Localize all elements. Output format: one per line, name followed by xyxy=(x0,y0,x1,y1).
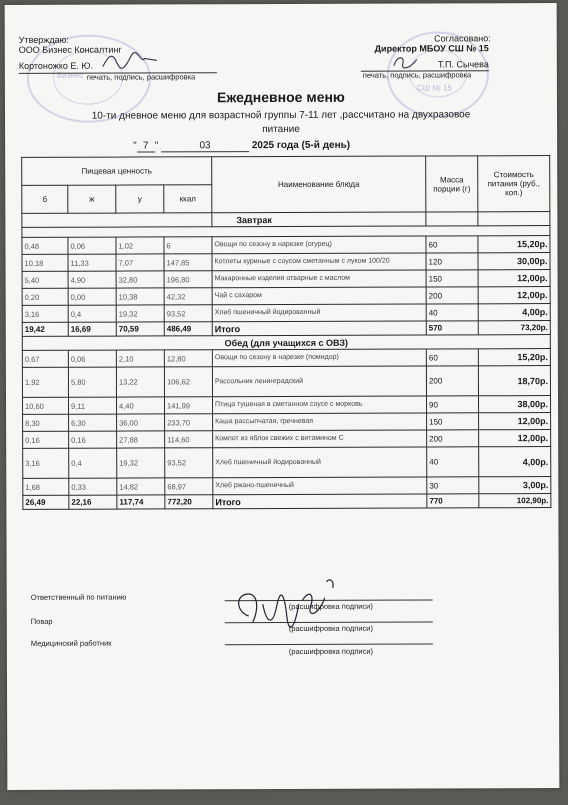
cell-price: 30,00р. xyxy=(478,253,550,270)
cell-fat: 0,00 xyxy=(68,288,116,305)
cell-dish: Компот из яблок свежих с витамином С xyxy=(213,430,427,448)
left-stamp-text: Бизнес xyxy=(56,70,84,80)
cell-price: 4,00р. xyxy=(478,304,550,321)
header-kcal: ккал xyxy=(164,185,212,213)
agreed-signature xyxy=(391,54,421,72)
cell-dish: Птица тушеная в сметанном соусе с морковь xyxy=(213,396,427,414)
section-lunch: Обед (для учащихся с ОВЗ) xyxy=(22,335,550,351)
footer-caption-2: (расшифровка подписи) xyxy=(288,623,373,633)
table-row xyxy=(23,413,551,432)
cell-kcal: 141,99 xyxy=(165,397,213,414)
cell-protein: 0,67 xyxy=(22,350,68,367)
cell-protein: 0,20 xyxy=(22,288,68,305)
cell-fat: 9,11 xyxy=(69,397,117,414)
cell-mass: 200 xyxy=(426,287,478,304)
footer-caption-1: (расшифровка подписи) xyxy=(288,601,373,611)
cell-kcal: 106,62 xyxy=(164,367,212,397)
footer-line-3 xyxy=(225,643,433,645)
table-row xyxy=(22,349,550,368)
cell-mass: 40 xyxy=(426,304,478,321)
header-carbs: у xyxy=(116,185,164,213)
cell-protein: 1,92 xyxy=(22,367,68,397)
section-spacer xyxy=(478,212,550,226)
cell-price: 18,70р. xyxy=(478,366,550,396)
total-price: 102,90р. xyxy=(479,494,551,508)
cell-kcal: 114,60 xyxy=(165,431,213,448)
cell-dish: Хлеб пшеничный йодированный xyxy=(212,304,426,322)
cell-price: 12,00р. xyxy=(478,287,550,304)
agreed-person: Т.П. Сычева xyxy=(437,59,489,70)
cell-price: 4,00р. xyxy=(479,447,551,477)
agreed-caption: печать, подпись, расшифровка xyxy=(362,70,472,80)
cell-protein: 8,30 xyxy=(23,414,69,431)
total-protein: 19,42 xyxy=(22,322,68,336)
total-kcal: 486,49 xyxy=(164,322,212,336)
cell-carbs: 19,32 xyxy=(117,448,165,478)
cell-protein: 0,48 xyxy=(22,237,68,254)
footer-responsible: Ответственный по питанию xyxy=(30,592,127,602)
cell-protein: 0,16 xyxy=(23,431,69,448)
cell-price: 12,00р. xyxy=(479,413,551,430)
cell-fat: 0,33 xyxy=(69,478,117,495)
total-fat: 22,16 xyxy=(69,495,117,509)
table-row xyxy=(23,477,551,496)
agreed-org: Директор МБОУ СШ № 15 xyxy=(374,43,489,54)
cell-fat: 4,90 xyxy=(68,271,116,288)
cell-mass: 30 xyxy=(427,477,479,494)
approve-person: Кортоножко Е. Ю. xyxy=(18,60,93,71)
total-carbs: 117,74 xyxy=(117,495,165,509)
cell-kcal: 42,32 xyxy=(164,288,212,305)
cell-fat: 0,16 xyxy=(69,431,117,448)
date-quote-close: " xyxy=(154,140,159,152)
header-price: Стоимость питания (руб., коп.) xyxy=(478,156,550,212)
subtitle-line2: питание xyxy=(262,123,300,136)
cell-fat: 6,30 xyxy=(69,414,117,431)
breakfast-rows xyxy=(22,236,550,323)
total-mass: 770 xyxy=(427,494,479,508)
cell-price: 3,00р. xyxy=(479,477,551,494)
cell-price: 12,00р. xyxy=(478,270,550,287)
cell-mass: 200 xyxy=(427,430,479,447)
date-month: 03 xyxy=(161,140,249,152)
cell-carbs: 32,80 xyxy=(116,271,164,288)
section-breakfast: Завтрак xyxy=(212,212,426,227)
cell-dish: Макаронные изделия отварные с маслом xyxy=(212,270,426,288)
table-row xyxy=(22,253,550,272)
cell-dish: Овощи по сезону в нарезке (помидор) xyxy=(212,349,426,367)
cell-kcal: 147,85 xyxy=(164,254,212,271)
cell-dish: Хлеб ржано-пшеничный xyxy=(213,477,427,495)
total-carbs: 70,59 xyxy=(116,322,164,336)
cell-price: 12,00р. xyxy=(479,430,551,447)
date-quote-open: " xyxy=(133,140,137,152)
footer-caption-3: (расшифровка подписи) xyxy=(288,646,374,656)
cell-protein: 10,18 xyxy=(22,254,68,271)
cell-carbs: 10,38 xyxy=(116,288,164,305)
header-fat: ж xyxy=(68,185,116,213)
cell-mass: 40 xyxy=(427,447,479,477)
table-row xyxy=(22,304,550,323)
table-row xyxy=(23,447,551,479)
header-nutrition: Пищевая ценность xyxy=(22,157,212,186)
date-line xyxy=(133,140,350,153)
table-row xyxy=(23,396,551,415)
date-year: 2025 года (5-й день) xyxy=(251,139,351,152)
cell-protein: 3,16 xyxy=(23,448,69,478)
cell-price: 15,20р. xyxy=(478,349,550,366)
cell-dish: Котлеты куриные с соусом сметанным с луком 100/20 xyxy=(212,253,426,271)
section-spacer xyxy=(22,213,212,228)
approve-title: Утверждаю: xyxy=(18,34,69,45)
cell-mass: 200 xyxy=(426,366,478,396)
menu-document xyxy=(5,3,560,790)
section-spacer xyxy=(426,212,478,226)
subtitle-line1: 10-ти дневное меню для возрастной группы 7-11 лет ,рассчитано на двухразовое xyxy=(91,109,471,122)
cell-protein: 3,16 xyxy=(22,305,68,322)
cell-dish: Чай с сахаром xyxy=(212,287,426,305)
cell-carbs: 36,00 xyxy=(117,414,165,431)
cell-dish: Хлеб пшеничный йодированный xyxy=(213,447,427,478)
cell-kcal: 93,52 xyxy=(164,305,212,322)
cell-fat: 0,4 xyxy=(69,448,117,478)
cell-mass: 150 xyxy=(427,413,479,430)
total-fat: 16,69 xyxy=(68,322,116,336)
header-mass: Масса порции (г) xyxy=(426,156,478,212)
table-row xyxy=(22,366,550,398)
cell-kcal: 233,70 xyxy=(165,414,213,431)
page-title: Ежедневное меню xyxy=(217,88,345,106)
cell-dish: Овощи по сезону в нарезке (огурец) xyxy=(212,236,426,254)
cell-fat: 0,06 xyxy=(68,237,116,254)
lunch-rows xyxy=(22,349,551,496)
cell-kcal: 12,80 xyxy=(164,350,212,367)
cell-mass: 120 xyxy=(426,253,478,270)
table-row xyxy=(22,236,550,255)
cell-carbs: 2,10 xyxy=(116,350,164,367)
total-label: Итого xyxy=(213,494,427,509)
cell-carbs: 7,07 xyxy=(116,254,164,271)
cell-kcal: 93,52 xyxy=(165,448,213,478)
cell-carbs: 14,82 xyxy=(117,478,165,495)
table-row xyxy=(23,430,551,449)
right-stamp-text: СШ № 15 xyxy=(416,83,452,93)
cell-carbs: 19,32 xyxy=(116,305,164,322)
cell-protein: 5,40 xyxy=(22,271,68,288)
cell-price: 38,00р. xyxy=(479,396,551,413)
cell-fat: 5,80 xyxy=(68,367,116,397)
total-kcal: 772,20 xyxy=(165,495,213,509)
cell-fat: 11,33 xyxy=(68,254,116,271)
footer-cook: Повар xyxy=(30,616,53,626)
cell-kcal: 196,80 xyxy=(164,271,212,288)
cell-carbs: 27,88 xyxy=(117,431,165,448)
date-day: 7 xyxy=(137,140,155,152)
cell-mass: 60 xyxy=(426,349,478,366)
total-mass: 570 xyxy=(426,321,478,335)
approve-caption: печать, подпись, расшифровка xyxy=(86,72,196,82)
total-price: 73,20р. xyxy=(478,321,550,335)
cell-mass: 150 xyxy=(426,270,478,287)
cell-fat: 0,06 xyxy=(68,350,116,367)
agreed-title: Согласовано: xyxy=(434,33,491,44)
approve-org: ООО Бизнес Консалтинг xyxy=(18,44,122,55)
header-protein: б xyxy=(22,185,68,213)
footer-signature xyxy=(229,576,339,636)
cell-price: 15,20р. xyxy=(478,236,550,253)
cell-mass: 90 xyxy=(427,396,479,413)
table-row xyxy=(22,287,550,306)
menu-table xyxy=(21,155,551,510)
lunch-total-row xyxy=(23,494,551,510)
cell-protein: 1,68 xyxy=(23,478,69,495)
table-header-row xyxy=(22,156,550,186)
footer-medic: Медицинский работник xyxy=(30,638,112,648)
total-protein: 26,49 xyxy=(23,495,69,509)
cell-mass: 60 xyxy=(426,236,478,253)
cell-dish: Рассольник ленинградский xyxy=(212,366,426,397)
cell-carbs: 4,40 xyxy=(117,397,165,414)
approve-signature xyxy=(101,48,161,72)
cell-carbs: 1,02 xyxy=(116,237,164,254)
header-dish: Наименование блюда xyxy=(212,156,426,213)
cell-protein: 10,60 xyxy=(23,397,69,414)
cell-dish: Каша рассыпчатая, гречневая xyxy=(213,413,427,431)
cell-kcal: 68,97 xyxy=(165,478,213,495)
cell-kcal: 6 xyxy=(164,237,212,254)
cell-fat: 0,4 xyxy=(68,305,116,322)
table-row xyxy=(22,270,550,289)
cell-carbs: 13,22 xyxy=(116,367,164,397)
total-label: Итого xyxy=(212,321,426,336)
